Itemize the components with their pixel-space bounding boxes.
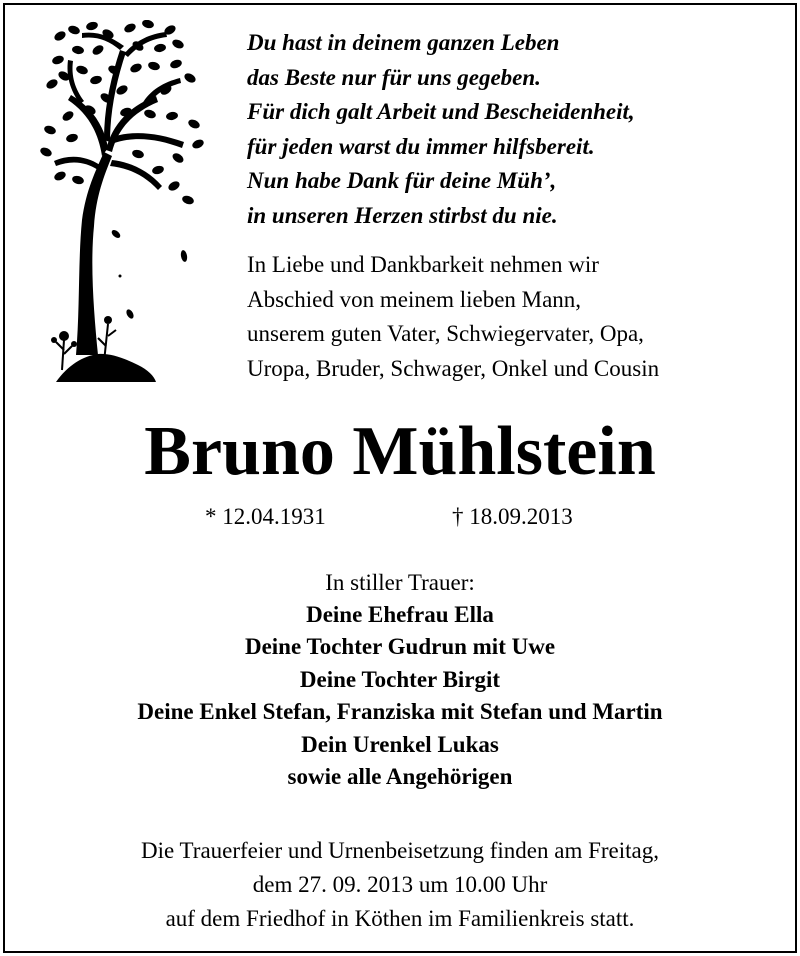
farewell-line: Abschied von meinem lieben Mann, [247,286,582,312]
funeral-line: dem 27. 09. 2013 um 10.00 Uhr [252,872,548,897]
poem-line: für jeden warst du immer hilfsbereit. [247,133,595,159]
poem-line: das Beste nur für uns gegeben. [247,64,541,90]
mourner-entry: Dein Urenkel Lukas [301,731,499,757]
farewell-line: In Liebe und Dankbarkeit nehmen wir [247,252,599,277]
mourner-entry: Deine Ehefrau Ella [306,602,494,627]
birth-date: * 12.04.1931 [205,504,326,529]
deceased-name: Bruno Mühlstein [144,413,656,490]
mourners-heading: In stiller Trauer: [325,570,475,595]
mourner-entry: Deine Enkel Stefan, Franziska mit Stefan und Martin [137,699,663,725]
poem [247,26,787,233]
funeral-line: Die Trauerfeier und Urnenbeisetzung finden am Freitag, [141,838,659,863]
funeral-line: auf dem Friedhof in Köthen im Familienkreis statt. [165,906,635,931]
funeral-info [0,834,800,936]
farewell-text [247,248,787,386]
poem-line: in unseren Herzen stirbst du nie. [247,202,558,228]
mourner-entry: sowie alle Angehörigen [287,764,513,790]
farewell-line: unserem guten Vater, Schwiegervater, Opa, [247,321,644,346]
mourner-entry: Deine Tochter Birgit [299,666,501,692]
poem-line: Du hast in deinem ganzen Leben [247,30,560,55]
mourner-entry: Deine Tochter Gudrun mit Uwe [244,634,556,660]
tree-icon [38,20,213,390]
farewell-line: Uropa, Bruder, Schwager, Onkel und Cousin [247,355,660,381]
poem-line: Für dich galt Arbeit und Bescheidenheit, [247,99,635,124]
mourners-list [0,599,800,793]
poem-line: Nun habe Dank für deine Müh’, [247,168,557,193]
death-date: † 18.09.2013 [452,504,573,529]
